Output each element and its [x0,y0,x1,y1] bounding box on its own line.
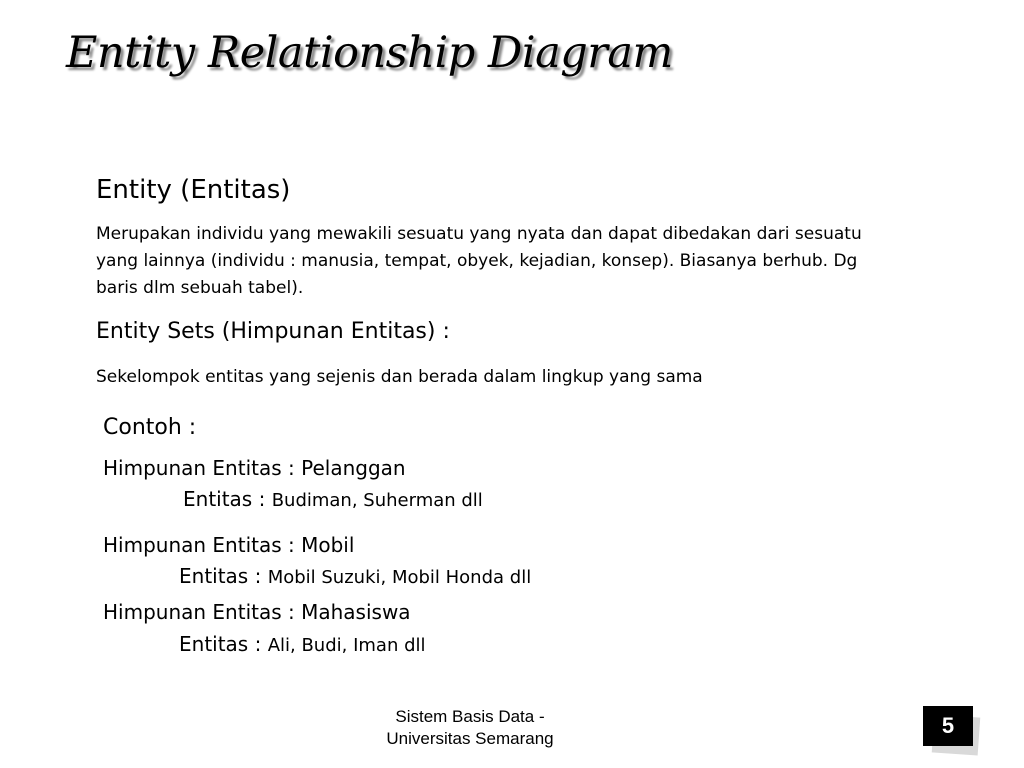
entity-prefix: Entitas : [179,632,268,656]
set-prefix: Himpunan Entitas : [103,600,302,624]
example-entity-line [183,487,483,511]
example-label: Contoh : [103,415,197,440]
page-number-badge [923,706,973,746]
example-set-line [103,456,406,480]
example-entity-line [179,564,531,588]
entity-values: Budiman, Suherman dll [271,490,483,511]
slide-title: Entity Relationship Diagram [66,28,673,78]
entity-sets-description: Sekelompok entitas yang sejenis dan berada dalam lingkup yang sama [96,367,703,387]
example-set-line [103,600,411,624]
example-entity-line [179,632,426,656]
entity-values: Mobil Suzuki, Mobil Honda dll [267,567,532,588]
set-name: Mahasiswa [301,600,411,624]
set-name: Pelanggan [301,456,406,480]
entity-values: Ali, Budi, Iman dll [267,635,426,656]
set-prefix: Himpunan Entitas : [103,456,302,480]
entity-sets-heading: Entity Sets (Himpunan Entitas) : [96,319,450,344]
set-name: Mobil [301,533,355,557]
example-set-line [103,533,354,557]
entity-heading: Entity (Entitas) [96,175,291,205]
entity-description: Merupakan individu yang mewakili sesuatu yang nyata dan dapat dibedakan dari sesuatu yang lainnya (individu : manusia, tempat, obyek, kejadian, konsep). Biasanya berhub. Dg baris dlm sebuah tabel). [96,224,862,298]
footer-text: Sistem Basis Data - Universitas Semarang [386,707,554,748]
set-prefix: Himpunan Entitas : [103,533,302,557]
entity-prefix: Entitas : [179,564,268,588]
entity-prefix: Entitas : [183,487,272,511]
page-number: 5 [923,706,973,746]
